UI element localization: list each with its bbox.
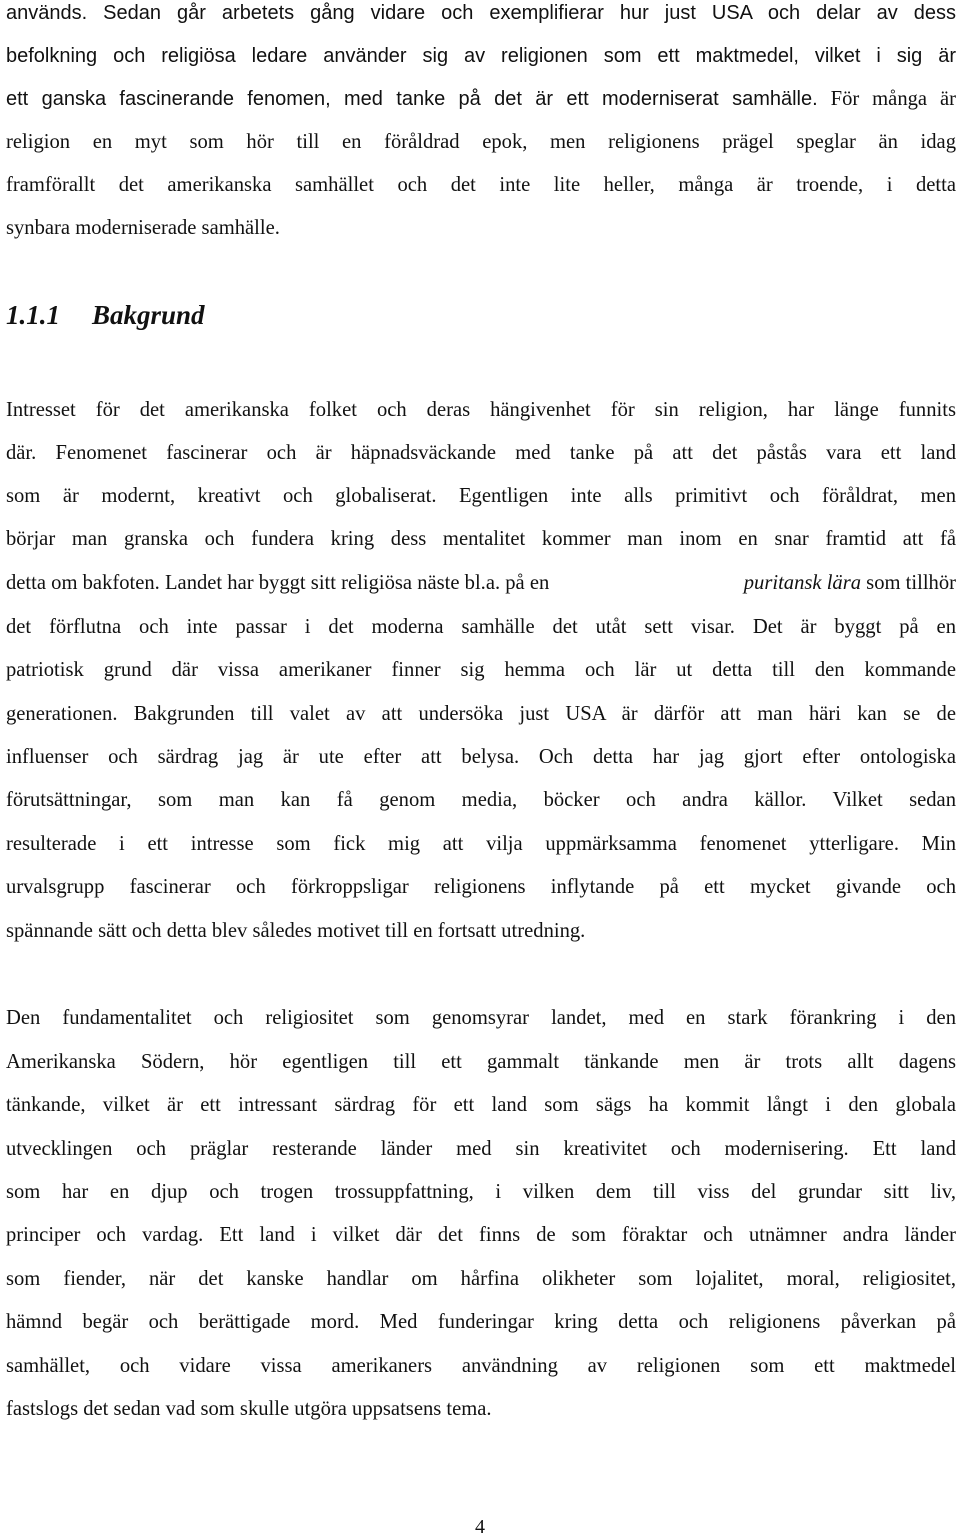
paragraph-line: det förflutna och inte passar i det moderna samhälle det utåt sett visar. Det är byggt på en (6, 616, 956, 638)
paragraph-line-text: detta om bakfoten. Landet har byggt sitt religiösa näste bl.a. på en (6, 572, 550, 594)
intro-line-sans: ett ganska fascinerande fenomen, med tanke på det är ett moderniserat samhälle. (6, 88, 818, 110)
intro-line-serif: För många är (817, 88, 956, 110)
paragraph-line: som är modernt, kreativt och globaliserat. Egentligen inte alls primitivt och föråldrat, men (6, 485, 956, 507)
intro-line (6, 86, 956, 112)
paragraph-line: spännande sätt och detta blev således motivet till en fortsatt utredning. (6, 920, 586, 942)
paragraph-line: principer och vardag. Ett land i vilket där det finns de som föraktar och utnämner andra länder (6, 1224, 956, 1246)
paragraph-line: Den fundamentalitet och religiositet som genomsyrar landet, med en stark förankring i den (6, 1007, 956, 1029)
paragraph-line: börjar man granska och fundera kring dess mentalitet kommer man inom en snar framtid att få (6, 528, 956, 550)
paragraph-line: som har en djup och trogen trossuppfattning, i vilken dem till viss del grundar sitt liv, (6, 1181, 956, 1203)
paragraph-line: samhället, och vidare vissa amerikaners användning av religionen som ett maktmedel (6, 1355, 956, 1377)
paragraph-line: Intresset för det amerikanska folket och deras hängivenhet för sin religion, har länge funnits (6, 399, 956, 421)
intro-line: synbara moderniserade samhälle. (6, 217, 280, 239)
section-heading (6, 300, 205, 331)
paragraph-line-text: som tillhör (861, 572, 956, 594)
paragraph-line: influenser och särdrag jag är ute efter att belysa. Och detta har jag gjort efter ontologiska (6, 746, 956, 768)
paragraph-line: som fiender, när det kanske handlar om hårfina olikheter som lojalitet, moral, religiositet, (6, 1268, 956, 1290)
intro-line: framförallt det amerikanska samhället och det inte lite heller, många är troende, i detta (6, 174, 956, 196)
paragraph-line (6, 570, 956, 596)
paragraph-line: patriotisk grund där vissa amerikaner finner sig hemma och lär ut detta till den kommande (6, 659, 956, 681)
paragraph-line: generationen. Bakgrunden till valet av att undersöka just USA är därför att man häri kan se de (6, 703, 956, 725)
page-number: 4 (475, 1516, 485, 1538)
paragraph-line: fastslogs det sedan vad som skulle utgöra uppsatsens tema. (6, 1398, 492, 1420)
emphasized-term: puritansk lära (743, 572, 862, 594)
paragraph-line: utvecklingen och präglar resterande länder med sin kreativitet och modernisering. Ett land (6, 1138, 956, 1160)
section-number: 1.1.1 (6, 300, 60, 330)
paragraph-line: urvalsgrupp fascinerar och förkroppsligar religionens inflytande på ett mycket givande och (6, 876, 956, 898)
paragraph-line: förutsättningar, som man kan få genom media, böcker och andra källor. Vilket sedan (6, 789, 956, 811)
paragraph-line: resulterade i ett intresse som fick mig att vilja uppmärksamma fenomenet ytterligare. Min (6, 833, 956, 855)
intro-line: används. Sedan går arbetets gång vidare och exemplifierar hur just USA och delar av dess (6, 2, 956, 24)
section-title: Bakgrund (92, 300, 205, 330)
intro-line: befolkning och religiösa ledare använder sig av religionen som ett maktmedel, vilket i sig är (6, 45, 956, 67)
paragraph-line: hämnd begär och berättigade mord. Med funderingar kring detta och religionens påverkan på (6, 1311, 956, 1333)
intro-line: religion en myt som hör till en föråldrad epok, men religionens prägel speglar än idag (6, 131, 956, 153)
paragraph-line: där. Fenomenet fascinerar och är häpnadsväckande med tanke på att det påstås vara ett land (6, 442, 956, 464)
paragraph-line: Amerikanska Södern, hör egentligen till ett gammalt tänkande men är trots allt dagens (6, 1051, 956, 1073)
paragraph-line: tänkande, vilket är ett intressant särdrag för ett land som sägs ha kommit långt i den globala (6, 1094, 956, 1116)
